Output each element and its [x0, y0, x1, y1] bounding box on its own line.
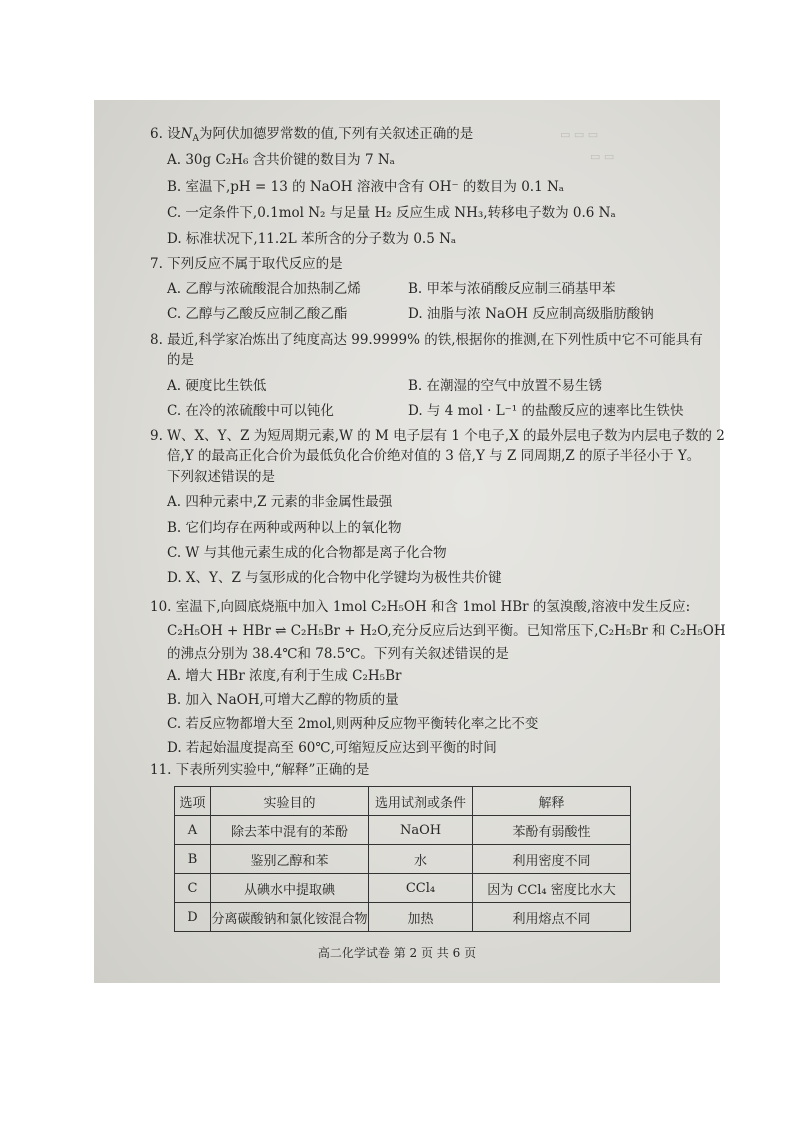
question-7-stem: 7. 下列反应不属于取代反应的是 [150, 256, 343, 272]
table-cell: 从碘水中提取碘 [211, 874, 369, 903]
table-cell: 除去苯中混有的苯酚 [211, 816, 369, 845]
question-8-option-c: C. 在冷的浓硫酸中可以钝化 [167, 403, 334, 419]
question-11-stem: 11. 下表所列实验中,“解释”正确的是 [150, 762, 370, 778]
question-9-option-c: C. W 与其他元素生成的化合物都是离子化合物 [167, 545, 447, 561]
table-cell: 水 [369, 845, 473, 874]
table-row [175, 903, 631, 932]
question-7-option-c: C. 乙醇与乙酸反应制乙酸乙酯 [167, 306, 348, 322]
table-cell: 苯酚有弱酸性 [473, 816, 631, 845]
question-9-option-d: D. X、Y、Z 与氢形成的化合物中化学键均为极性共价键 [167, 570, 502, 586]
table-row [175, 816, 631, 845]
table-cell: 鉴别乙醇和苯 [211, 845, 369, 874]
question-9-option-b: B. 它们均存在两种或两种以上的氧化物 [167, 520, 402, 536]
question-6-option-a: A. 30g C₂H₆ 含共价键的数目为 7 Nₐ [167, 152, 395, 168]
table-cell: 分离碳酸钠和氯化铵混合物 [211, 903, 369, 932]
question-8-stem-line-2: 的是 [167, 352, 194, 368]
bleed-through-mark: ▭ ▭ ▭ [560, 128, 599, 141]
bleed-through-mark: ▭ ▭ [590, 150, 615, 163]
question-9-stem-line-1: 9. W、X、Y、Z 为短周期元素,W 的 M 电子层有 1 个电子,X 的最外层电子数为内层电子数的 2 [150, 428, 725, 444]
table-cell: B [175, 845, 211, 874]
table-cell: 利用密度不同 [473, 845, 631, 874]
table-cell: 加热 [369, 903, 473, 932]
table-cell: 因为 CCl₄ 密度比水大 [473, 874, 631, 903]
question-10-stem-line-2: C₂H₅OH + HBr ⇌ C₂H₅Br + H₂O,充分反应后达到平衡。已知常压下,C₂H₅Br 和 C₂H₅OH [167, 623, 726, 639]
table-cell: D [175, 903, 211, 932]
question-6-option-d: D. 标准状况下,11.2L 苯所含的分子数为 0.5 Nₐ [167, 231, 457, 247]
question-8-stem-line-1: 8. 最近,科学家冶炼出了纯度高达 99.9999% 的铁,根据你的推测,在下列性质中它不可能具有 [150, 332, 703, 348]
question-7-option-a: A. 乙醇与浓硫酸混合加热制乙烯 [167, 281, 361, 297]
table-header-row [175, 787, 631, 816]
question-9-option-a: A. 四种元素中,Z 元素的非金属性最强 [167, 494, 393, 510]
table-header-cell: 选用试剂或条件 [369, 787, 473, 816]
question-10-stem-line-3: 的沸点分别为 38.4℃和 78.5℃。下列有关叙述错误的是 [167, 646, 509, 662]
table-cell: C [175, 874, 211, 903]
question-7-option-b: B. 甲苯与浓硝酸反应制三硝基甲苯 [408, 281, 616, 297]
table-cell: 利用熔点不同 [473, 903, 631, 932]
table-cell: NaOH [369, 816, 473, 845]
table-row [175, 874, 631, 903]
page-footer: 高二化学试卷 第 2 页 共 6 页 [317, 946, 477, 960]
question-6-option-c: C. 一定条件下,0.1mol N₂ 与足量 H₂ 反应生成 NH₃,转移电子数为 0.6 Nₐ [167, 205, 616, 221]
question-10-option-b: B. 加入 NaOH,可增大乙醇的物质的量 [167, 692, 399, 708]
table-header-cell: 解释 [473, 787, 631, 816]
question-8-option-d: D. 与 4 mol · L⁻¹ 的盐酸反应的速率比生铁快 [408, 403, 684, 419]
question-10-stem-line-1: 10. 室温下,向圆底烧瓶中加入 1mol C₂H₅OH 和含 1mol HBr 的氢溴酸,溶液中发生反应: [150, 599, 691, 615]
question-9-stem-line-2: 倍,Y 的最高正化合价为最低负化合价绝对值的 3 倍,Y 与 Z 同周期,Z 的原子半径小于 Y。 [167, 448, 701, 464]
question-10-option-a: A. 增大 HBr 浓度,有利于生成 C₂H₅Br [167, 668, 402, 684]
question-9-stem-line-3: 下列叙述错误的是 [167, 469, 275, 485]
table-header-cell: 选项 [175, 787, 211, 816]
question-10-option-c: C. 若反应物都增大至 2mol,则两种反应物平衡转化率之比不变 [167, 716, 539, 732]
table-cell: A [175, 816, 211, 845]
question-8-option-a: A. 硬度比生铁低 [167, 378, 267, 394]
table-cell: CCl₄ [369, 874, 473, 903]
question-6-option-b: B. 室温下,pH = 13 的 NaOH 溶液中含有 OH⁻ 的数目为 0.1 Nₐ [167, 179, 564, 195]
question-8-option-b: B. 在潮湿的空气中放置不易生锈 [408, 378, 603, 394]
table-row [175, 845, 631, 874]
table-header-cell: 实验目的 [211, 787, 369, 816]
question-10-option-d: D. 若起始温度提高至 60℃,可缩短反应达到平衡的时间 [167, 740, 497, 756]
experiment-table [174, 786, 631, 932]
question-7-option-d: D. 油脂与浓 NaOH 反应制高级脂肪酸钠 [408, 306, 654, 322]
question-6-stem: 6. 设$N_A$为阿伏加德罗常数的值,下列有关叙述正确的是 [150, 126, 474, 144]
